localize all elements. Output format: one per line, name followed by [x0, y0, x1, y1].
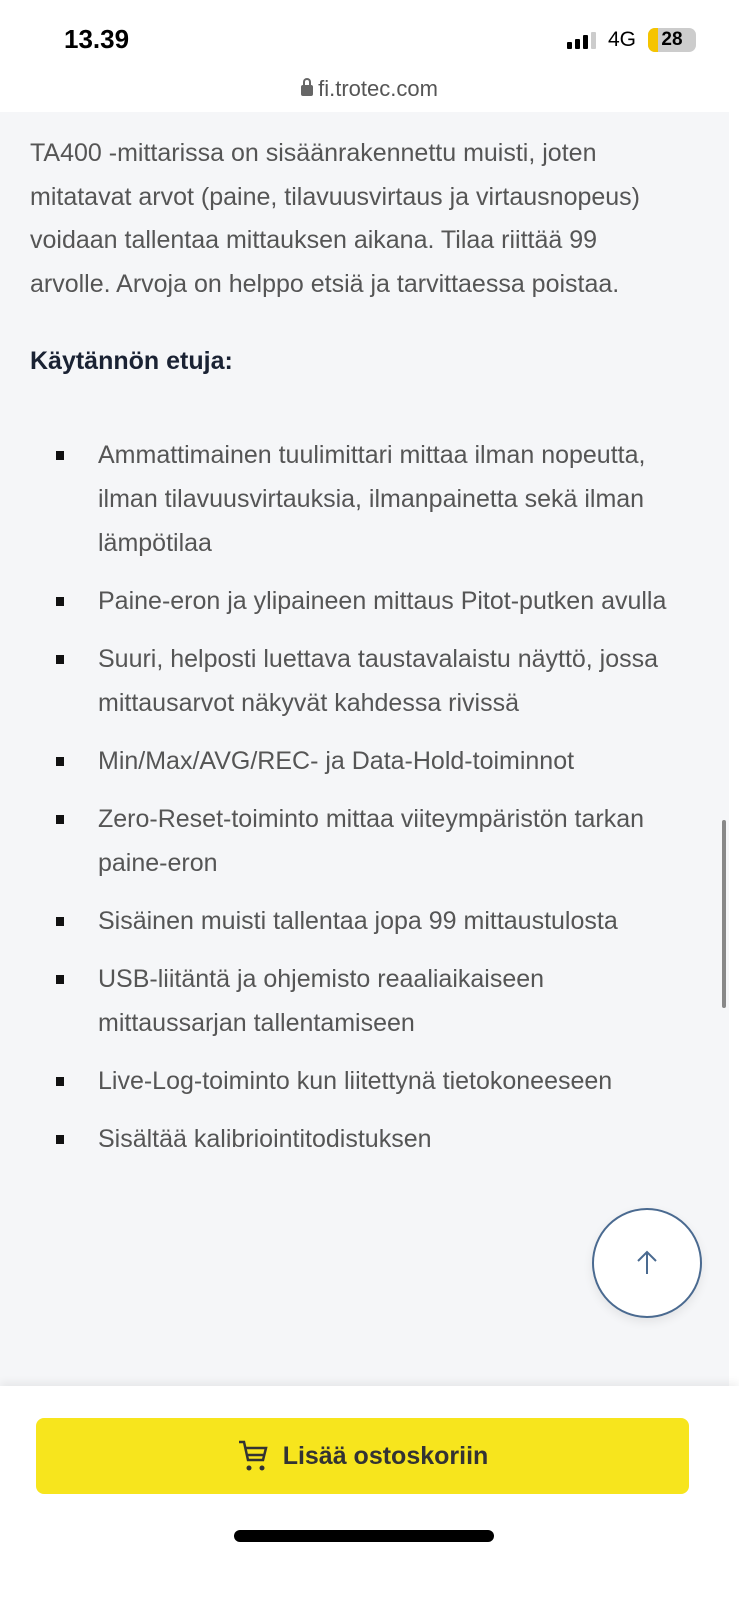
battery-level: 28 [661, 29, 683, 50]
arrow-up-icon [635, 1250, 659, 1276]
clock: 13.39 [64, 24, 130, 54]
bullet-icon [56, 815, 64, 824]
bullet-icon [56, 1135, 64, 1144]
lock-icon [301, 85, 313, 96]
list-item [30, 579, 690, 623]
bullet-icon [56, 975, 64, 984]
list-item [30, 1059, 690, 1103]
list-item [30, 797, 690, 885]
list-item-text: Zero-Reset-toiminto mittaa viiteympäristön tarkan paine-eron [98, 805, 645, 877]
list-item [30, 433, 690, 565]
list-item [30, 1117, 690, 1161]
signal-icon [567, 32, 596, 49]
scroll-to-top-button[interactable] [592, 1208, 702, 1318]
bullet-icon [56, 597, 64, 606]
add-to-cart-button[interactable] [36, 1418, 689, 1494]
list-item [30, 637, 690, 725]
list-item [30, 957, 690, 1045]
list-item-text: Sisäinen muisti tallentaa jopa 99 mittaustulosta [98, 907, 618, 935]
list-item-text: Live-Log-toiminto kun liitettynä tietokoneeseen [98, 1067, 613, 1095]
description-paragraph: TA400 -mittarissa on sisäänrakennettu muisti, joten mitatavat arvot (paine, tilavuusvirtaus ja virtausnopeus) voidaan tallentaa mittauksen aikana. Tilaa riittää 99 arvolle. Arvoja on helppo etsiä ja tarvittaessa poistaa. [30, 139, 641, 298]
list-item-text: Suuri, helposti luettava taustavalaistu näyttö, jossa mittausarvot näkyvät kahdessa rivissä [98, 645, 659, 717]
list-item-text: USB-liitäntä ja ohjemisto reaaliaikaiseen mittaussarjan tallentamiseen [98, 965, 545, 1037]
product-description [0, 112, 729, 1386]
list-item [30, 739, 690, 783]
cart-icon [237, 1439, 269, 1473]
bullet-icon [56, 1077, 64, 1086]
list-item-text: Sisältää kalibriointitodistuksen [98, 1125, 432, 1153]
bullet-icon [56, 757, 64, 766]
list-item [30, 899, 690, 943]
list-item-text: Min/Max/AVG/REC- ja Data-Hold-toiminnot [98, 747, 575, 775]
home-indicator[interactable] [234, 1530, 494, 1542]
add-to-cart-label: Lisää ostoskoriin [282, 1441, 489, 1470]
bullet-icon [56, 451, 64, 460]
battery-icon [648, 28, 696, 52]
benefits-heading: Käytännön etuja: [30, 347, 233, 375]
scrollbar[interactable] [722, 820, 726, 1008]
bullet-icon [56, 917, 64, 926]
list-item-text: Paine-eron ja ylipaineen mittaus Pitot-putken avulla [98, 587, 667, 615]
url-bar[interactable] [0, 76, 739, 102]
bottom-action-bar [0, 1386, 739, 1600]
list-item-text: Ammattimainen tuulimittari mittaa ilman nopeutta, ilman tilavuusvirtauksia, ilmanpainetta sekä ilman lämpötilaa [98, 441, 646, 557]
status-bar [0, 0, 739, 70]
url-text: fi.trotec.com [318, 76, 438, 101]
benefits-list [30, 433, 699, 1161]
network-type: 4G [608, 28, 637, 51]
bullet-icon [56, 655, 64, 664]
